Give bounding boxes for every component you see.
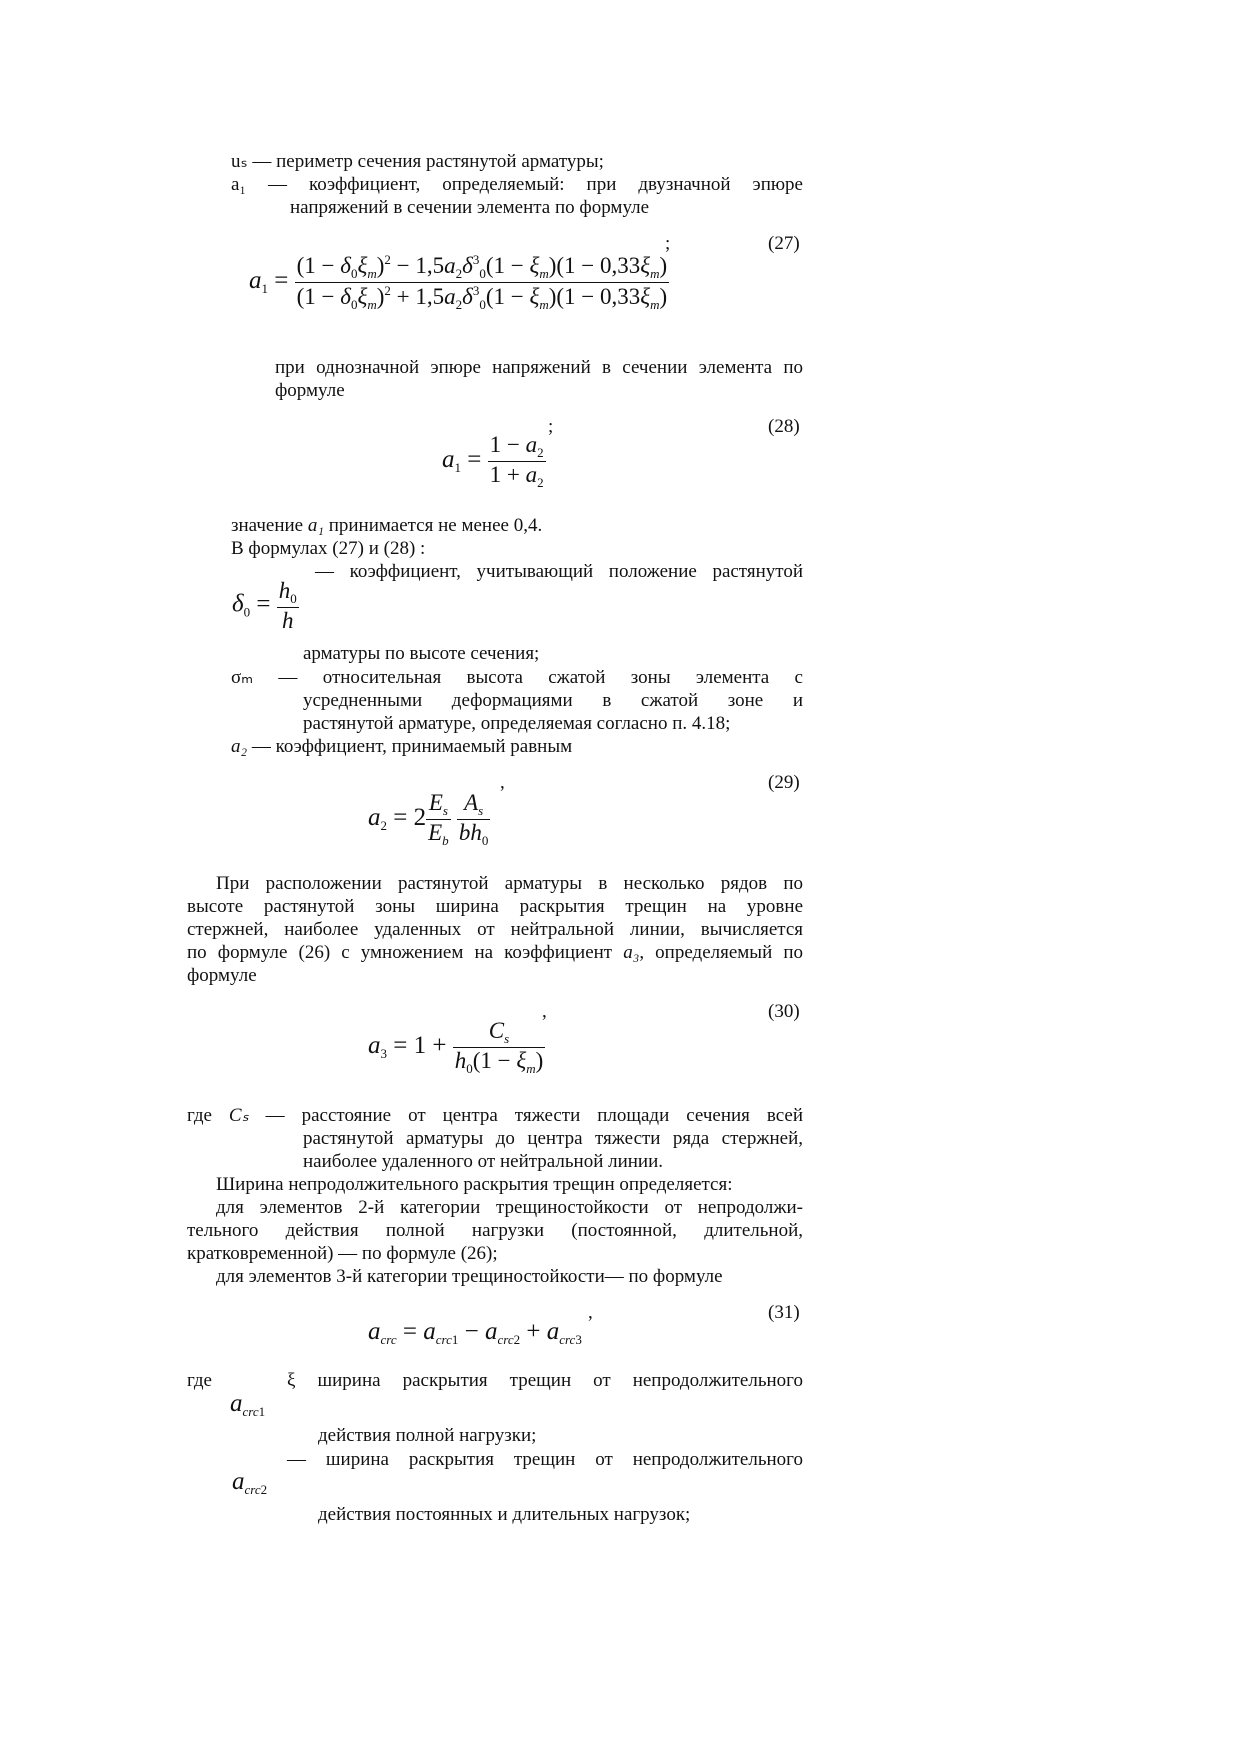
delta0-formula: $\delta_0$ = $\frac{h_0}{h}$ <box>232 578 297 633</box>
para3-line2: тельного действия полной нагрузки (постоянной, длительной, <box>187 1220 803 1241</box>
a2-definition: a₂ — коэффициент, принимаемый равным <box>231 736 573 757</box>
para2: Ширина непродолжительного раскрытия трещин определяется: <box>216 1174 733 1195</box>
a1-definition-line1: a₁ — коэффициент, определяемый: при двузначной эпюре <box>231 174 803 195</box>
one-valued-line1: при однозначной эпюре напряжений в сечении элемента по <box>275 357 803 378</box>
cs-definition-line2: растянутой арматуры до центра тяжести ряда стержней, <box>303 1128 803 1149</box>
equation-29: $a_2 = 2$ $\frac{E_s}{E_b}$ $\frac{A_s}{bh_0}$ <box>368 790 489 848</box>
equation-31: $a_{crc} = a_{crc1} - a_{crc2} + a_{crc3}$ <box>368 1318 582 1347</box>
crc1-definition-line1: ξ ширина раскрытия трещин от непродолжительного <box>287 1370 803 1391</box>
delta-definition-line1: — коэффициент, учитывающий положение растянутой <box>315 561 803 582</box>
us-definition: uₛ — периметр сечения растянутой арматуры; <box>231 151 604 172</box>
eq30-punct: , <box>542 1001 547 1022</box>
eq30-number: (30) <box>768 1001 800 1022</box>
a-crc2-symbol: $a_{crc2}$ <box>232 1468 268 1497</box>
crc2-definition-line2: действия постоянных и длительных нагрузок; <box>318 1504 691 1525</box>
para1-line2: высоте растянутой зоны ширина раскрытия трещин на уровне <box>187 896 803 917</box>
eq31-number: (31) <box>768 1302 800 1323</box>
para1-line4: по формуле (26) с умножением на коэффициент a₃, определяемый по <box>187 942 804 963</box>
crc1-definition-line2: действия полной нагрузки; <box>318 1425 537 1446</box>
eq28-punct: ; <box>548 416 554 437</box>
a1-definition-line2: напряжений в сечении элемента по формуле <box>290 197 650 218</box>
equation-30: $a_3 = 1$ + $\frac{C_s}{h_0(1 - \xi_m)}$ <box>368 1018 544 1076</box>
para3-line1: для элементов 2-й категории трещиностойкости от непродолжи- <box>216 1197 803 1218</box>
para1-line1: При расположении растянутой арматуры в несколько рядов по <box>216 873 803 894</box>
sigma-definition-line1: σₘ — относительная высота сжатой зоны элемента с <box>231 667 803 688</box>
para3-line3: кратковременной) — по формуле (26); <box>187 1243 498 1264</box>
para4: для элементов 3-й категории трещиностойкости— по формуле <box>216 1266 723 1287</box>
cs-definition-line3: наиболее удаленного от нейтральной линии. <box>303 1151 664 1172</box>
eq29-number: (29) <box>768 772 800 793</box>
eq27-punct: ; <box>665 233 671 254</box>
sigma-definition-line3: растянутой арматуре, определяемая согласно п. 4.18; <box>303 713 731 734</box>
eq28-number: (28) <box>768 416 800 437</box>
delta-definition-line2: арматуры по высоте сечения; <box>303 643 540 664</box>
crc2-definition-line1: — ширина раскрытия трещин от непродолжительного <box>287 1449 803 1470</box>
eq29-punct: , <box>500 772 505 793</box>
where-label: где <box>187 1370 212 1391</box>
sigma-definition-line2: усредненными деформациями в сжатой зоне и <box>303 690 803 711</box>
eq27-number: (27) <box>768 233 800 254</box>
cs-definition-line1: где Cₛ — расстояние от центра тяжести площади сечения всей <box>187 1105 803 1126</box>
in-formulas-label: В формулах (27) и (28) : <box>231 538 426 559</box>
equation-27: $a_1$ = $\frac{(1 - \delta_0\xi_m)^2 - 1,5a_2\delta^3_0(1 - \xi_m)(1 - 0,33\xi_m)}{(1 - \delta_0\xi_m)^2 + 1,5a_2\delta^3_0(1 - \xi_m)(1 - 0,33\xi_m)}$ <box>249 252 668 312</box>
equation-28: $a_1$ = $\frac{1 - a_2}{1 + a_2}$ <box>442 432 544 490</box>
para1-line5: формуле <box>187 965 257 986</box>
one-valued-line2: формуле <box>275 380 345 401</box>
a1-min-value: значение a₁ принимается не менее 0,4. <box>231 515 543 536</box>
eq31-punct: , <box>588 1302 593 1323</box>
a-crc1-symbol: $a_{crc1}$ <box>230 1390 266 1419</box>
para1-line3: стержней, наиболее удаленных от нейтральной линии, вычисляется <box>187 919 803 940</box>
